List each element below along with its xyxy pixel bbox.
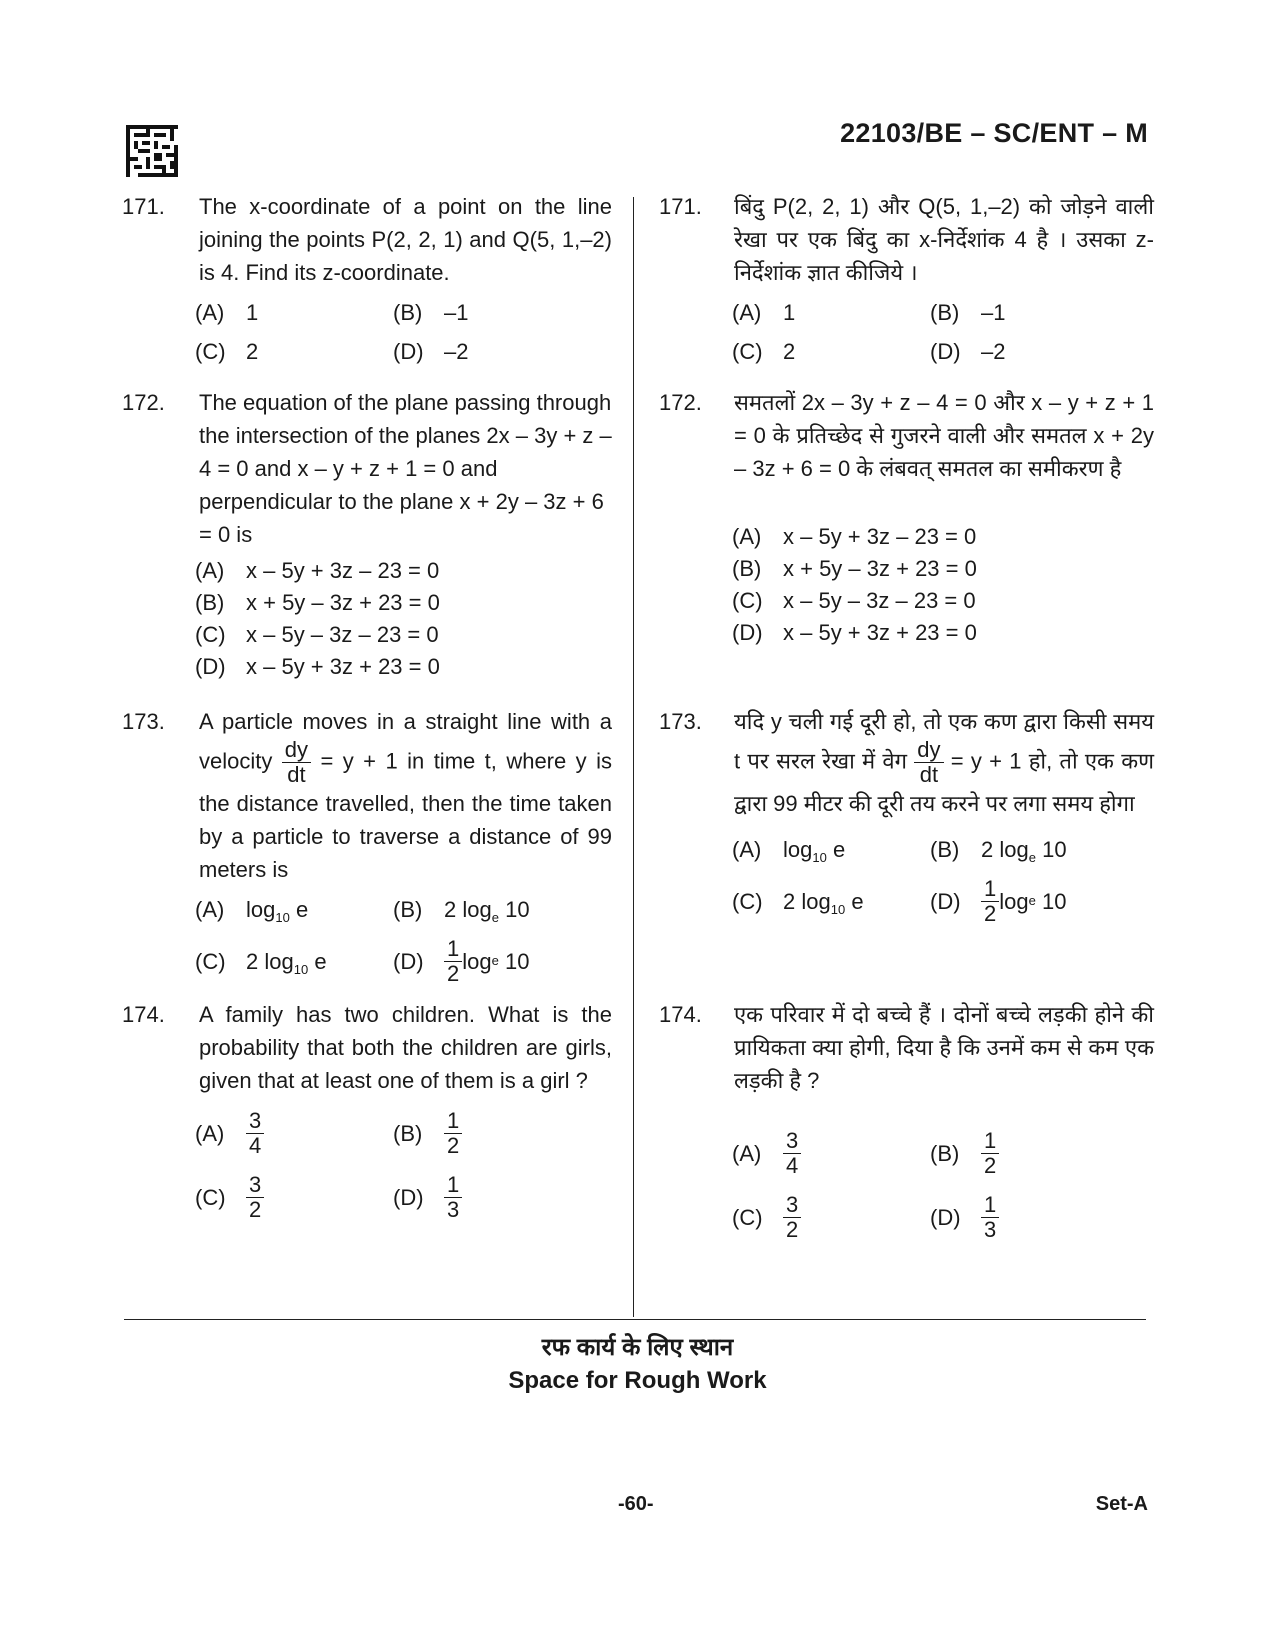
question-173-hi	[659, 705, 1154, 933]
option-c: (C) 2 $\log_{10} e$	[732, 888, 864, 917]
question-text: A family has two children. What is the probability that both the children are girls, given that at least one of them is a girl ?	[199, 1002, 612, 1093]
question-number: 172.	[122, 390, 165, 415]
question-173-en	[122, 705, 612, 993]
rough-work-divider	[124, 1319, 1146, 1320]
question-171-en	[122, 190, 612, 371]
column-divider	[633, 197, 634, 1317]
option-c: (C) x – 5y – 3z – 23 = 0	[732, 588, 976, 613]
option-a: (A) x – 5y + 3z – 23 = 0	[195, 558, 440, 583]
option-b: (B) –1	[393, 300, 469, 325]
option-b: (B) $\frac{1}{2}$	[930, 1129, 1128, 1178]
option-b: (B) $\frac{1}{2}$	[393, 1109, 591, 1158]
question-text: The equation of the plane passing through the intersection of the planes 2x – 3y + z – 4 = 0 and x – y + z + 1 = 0 and perpendicular to the plane x + 2y – 3z + 6 = 0 is	[199, 390, 612, 547]
options	[732, 1121, 1154, 1249]
option-a: (A) 1	[732, 300, 796, 325]
option-a: (A) $\log_{10} e$	[195, 897, 309, 925]
option-c: (C) 2	[195, 339, 259, 364]
question-text: एक परिवार में दो बच्चे हैं । दोनों बच्चे लड़की होने की प्रायिकता क्या होगी, दिया है कि उनमें कम से कम एक लड़की है ?	[734, 1002, 1154, 1093]
page-number: -60-	[618, 1493, 654, 1515]
options	[195, 1101, 612, 1229]
rough-work-title-hindi: रफ कार्य के लिए स्थान	[541, 1334, 734, 1361]
option-b: (B) 2 $\log_e 10$	[393, 897, 530, 925]
rough-work-title: Space for Rough Work	[508, 1367, 767, 1394]
paper-code: 22103/BE – SC/ENT – M	[840, 118, 1148, 148]
question-number: 173.	[659, 709, 702, 734]
option-d: (D) $\frac{1}{3}$	[393, 1173, 591, 1222]
qr-code	[126, 125, 178, 177]
question-number: 171.	[659, 194, 702, 219]
set-label: Set-A	[1095, 1493, 1148, 1515]
option-a: (A) x – 5y + 3z – 23 = 0	[732, 524, 977, 549]
options	[732, 521, 1154, 649]
options	[195, 890, 612, 993]
option-a: (A) $\log_{10} e$	[732, 837, 846, 865]
option-d: (D) x – 5y + 3z + 23 = 0	[732, 620, 977, 645]
option-b: (B) 2 $\log_e 10$	[930, 837, 1067, 865]
option-a: (A) 1	[195, 300, 259, 325]
option-c: (C) $\frac{3}{2}$	[195, 1173, 393, 1222]
option-d: (D) $\frac{1}{3}$	[930, 1193, 1128, 1242]
options	[195, 555, 612, 683]
question-174-en	[122, 998, 612, 1229]
option-b: (B) –1	[930, 300, 1006, 325]
option-d: (D) –2	[930, 339, 1006, 364]
question-text: A particle moves in a straight line with a velocity $\frac{dy}{dt}$ = y + 1 in time t, where y is the distance travelled, then the time taken by a particle to traverse a distance of 99 meters is	[199, 709, 612, 882]
fraction-dy-dt: $\frac{dy}{dt}$	[282, 738, 311, 787]
option-d: (D) –2	[393, 339, 469, 364]
option-b: (B) x + 5y – 3z + 23 = 0	[732, 556, 977, 581]
question-174-hi	[659, 998, 1154, 1249]
option-a: (A) $\frac{3}{4}$	[195, 1109, 393, 1158]
option-c: (C) 2	[732, 339, 796, 364]
option-a: (A) $\frac{3}{4}$	[732, 1129, 930, 1178]
option-d: (D) $\frac{1}{2}$ log e 10	[393, 935, 530, 986]
question-number: 173.	[122, 709, 165, 734]
option-d: (D) $\frac{1}{2}$ log e 10	[930, 875, 1067, 926]
question-text: बिंदु P(2, 2, 1) और Q(5, 1,–2) को जोड़ने वाली रेखा पर एक बिंदु का x-निर्देशांक 4 है । उसका z-निर्देशांक ज्ञात कीजिये ।	[734, 194, 1154, 285]
question-number: 174.	[122, 1002, 165, 1027]
option-b: (B) x + 5y – 3z + 23 = 0	[195, 590, 440, 615]
question-172-en	[122, 386, 612, 683]
question-171-hi	[659, 190, 1154, 371]
question-172-hi	[659, 386, 1154, 649]
option-c: (C) 2 $\log_{10} e$	[195, 948, 327, 977]
option-c: (C) x – 5y – 3z – 23 = 0	[195, 622, 439, 647]
fraction-dy-dt: $\frac{dy}{dt}$	[914, 738, 943, 787]
options	[195, 293, 612, 371]
question-text: समतलों 2x – 3y + z – 4 = 0 और x – y + z + 1 = 0 के प्रतिच्छेद से गुजरने वाली और समतल x + 2y – 3z + 6 = 0 के लंबवत् समतल का समीकरण है	[734, 390, 1154, 481]
question-text: The x-coordinate of a point on the line joining the points P(2, 2, 1) and Q(5, 1,–2) is 4. Find its z-coordinate.	[199, 194, 612, 285]
question-number: 172.	[659, 390, 702, 415]
question-number: 174.	[659, 1002, 702, 1027]
options	[732, 293, 1154, 371]
option-d: (D) x – 5y + 3z + 23 = 0	[195, 654, 440, 679]
question-text: यदि y चली गई दूरी हो, तो एक कण द्वारा किसी समय t पर सरल रेखा में वेग $\frac{dy}{dt}$ = y + 1 हो, तो एक कण द्वारा 99 मीटर की दूरी तय करने पर लगा समय होगा	[734, 709, 1154, 816]
options	[732, 830, 1154, 933]
question-number: 171.	[122, 194, 165, 219]
option-c: (C) $\frac{3}{2}$	[732, 1193, 930, 1242]
